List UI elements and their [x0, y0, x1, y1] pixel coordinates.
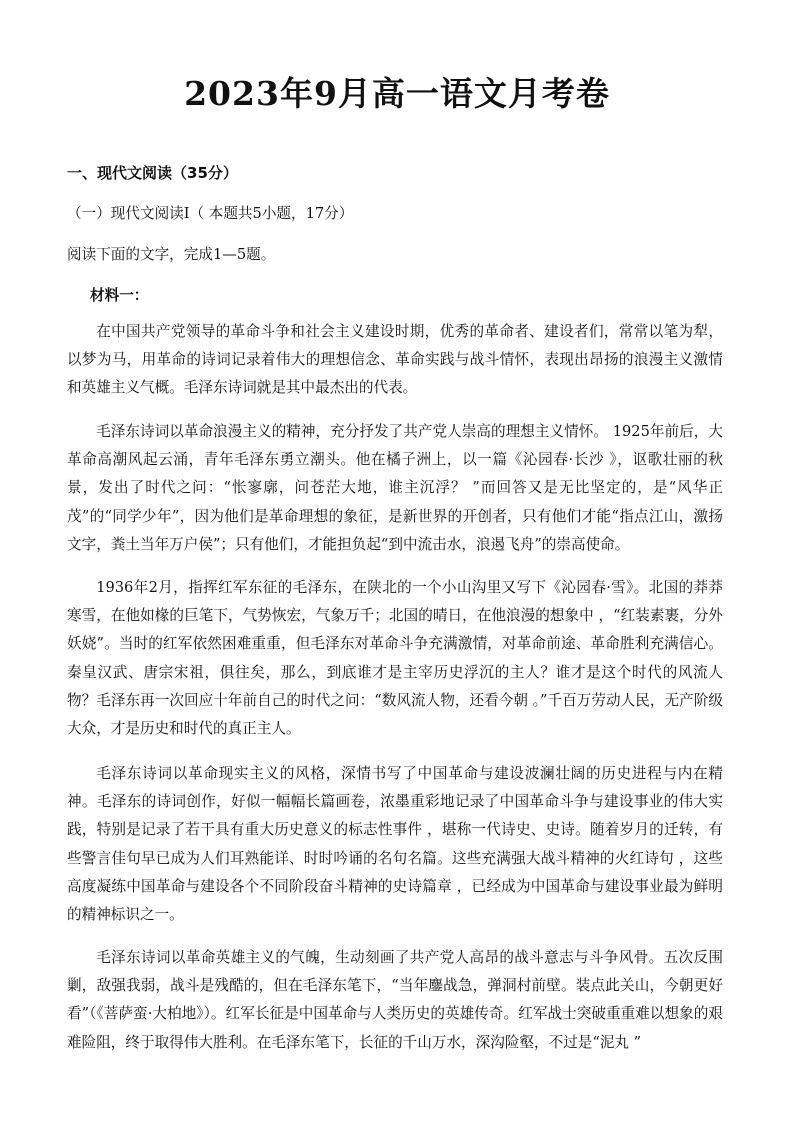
paragraph-2: 毛泽东诗词以革命浪漫主义的精神，充分抒发了共产党人崇高的理想主义情怀。 1925年前后，大革命高潮风起云涌，青年毛泽东勇立潮头。他在橘子洲上，以一篇《沁园春·长沙 》，讴歌壮丽的秋景，发出了时代之问：“怅寥廓，问苍茫大地，谁主沉浮？ ”而回答又是无比坚定的，是“风华正茂”的“同学少年”，因为他们是革命理想的象征，是新世界的开创者，只有他们才能“指点江山，激扬文字，粪土当年万户侯”；只有他们，才能担负起“到中流击水，浪遏飞舟”的崇高使命。	[67, 423, 723, 553]
section-heading: 一、现代文阅读（35分）	[67, 164, 238, 182]
reading-instruction: 阅读下面的文字，完成1—5题。	[67, 246, 276, 263]
paragraph-1: 在中国共产党领导的革命斗争和社会主义建设时期，优秀的革命者、建设者们，常常以笔为犁，以梦为马，用革命的诗词记录着伟大的理想信念、革命实践与战斗情怀，表现出昂扬的浪漫主义激情和英雄主义气概。毛泽东诗词就是其中最杰出的代表。	[67, 323, 723, 397]
page-title: 2023年9月高一语文月考卷	[184, 74, 610, 113]
paragraph-4: 毛泽东诗词以革命现实主义的风格，深情书写了中国革命与建设波澜壮阔的历史进程与内在精神。毛泽东的诗词创作，好似一幅幅长篇画卷，浓墨重彩地记录了中国革命斗争与建设事业的伟大实践，特别是记录了若干具有重大历史意义的标志性事件 ，堪称一代诗史、史诗。随着岁月的迁转，有些警言佳句早已成为人们耳熟能详、时时吟诵的名句名篇。这些充满强大战斗精神的火红诗句 ，这些高度凝练中国革命与建设各个不同阶段奋斗精神的史诗篇章 ，已经成为中国革命与建设事业最为鲜明的精神标识之一。	[67, 765, 723, 924]
subsection-heading: （一）现代文阅读Ⅰ（ 本题共5小题，17分）	[67, 205, 354, 222]
material-label: 材料一：	[90, 287, 149, 304]
paragraph-3: 1936年2月，指挥红军东征的毛泽东，在陕北的一个小山沟里又写下《沁园春·雪》。北国的莽莽寒雪，在他如椽的巨笔下，气势恢宏，气象万千；北国的晴日，在他浪漫的想象中 ，“红装素裹，分外妖娆”。当时的红军依然困难重重，但毛泽东对革命斗争充满激情，对革命前途、革命胜利充满信心。秦皇汉武、唐宗宋祖，俱往矣，那么，到底谁才是主宰历史浮沉的主人？谁才是这个时代的风流人物？毛泽东再一次回应十年前自己的时代之问：“数风流人物，还看今朝 。”千百万劳动人民，无产阶级大众，才是历史和时代的真正主人。	[67, 579, 723, 738]
paragraph-5: 毛泽东诗词以革命英雄主义的气魄，生动刻画了共产党人高昂的战斗意志与斗争风骨。五次反围剿，敌强我弱，战斗是残酷的，但在毛泽东笔下，“当年鏖战急，弹洞村前壁。装点此关山，今朝更好看”（《菩萨蛮·大柏地》）。红军长征是中国革命与人类历史的英雄传奇。红军战士突破重重难以想象的艰难险阻，终于取得伟大胜利。在毛泽东笔下，长征的千山万水，深沟险壑，不过是“泥丸 ”	[67, 949, 723, 1051]
